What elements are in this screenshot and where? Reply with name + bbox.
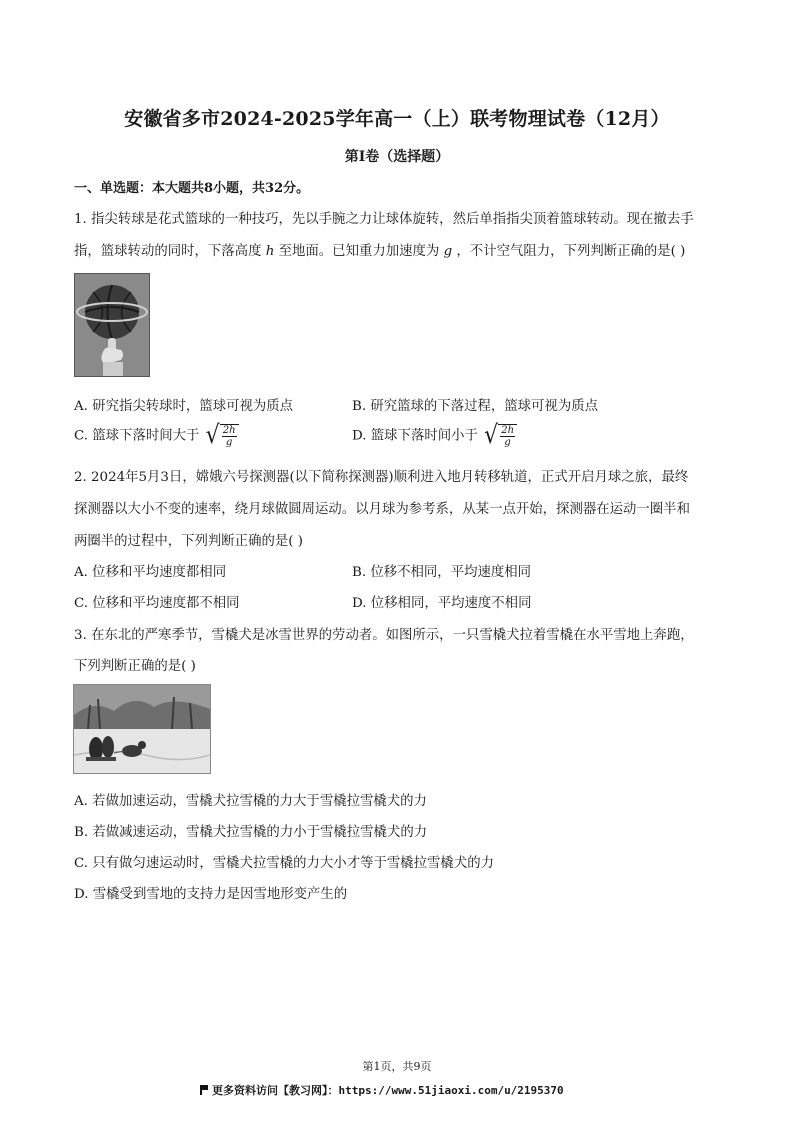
q1-option-c — [74, 421, 239, 450]
resource-banner-text[interactable]: 更多资料访问【教习网】：https://www.51jiaoxi.com/u/2195370 — [212, 1084, 564, 1097]
q1-line-2-post: ，不计空气阻力，下列判断正确的是( ) — [456, 244, 686, 259]
resource-banner[interactable] — [200, 1082, 564, 1098]
q1-line-1: 1. 指尖转球是花式篮球的一种技巧，先以手腕之力让球体旋转，然后单指指尖顶着篮球转动。现在撤去手 — [74, 212, 694, 227]
q1-line-2-pre: 指，篮球转动的同时，下落高度 — [74, 244, 262, 259]
q3-option-c: C. 只有做匀速运动时，雪橇犬拉雪橇的力大小才等于雪橇拉雪橇犬的力 — [74, 856, 494, 871]
q2-line-2: 探测器以大小不变的速率，绕月球做圆周运动。以月球为参考系，从某一点开始，探测器在运动一圈半和 — [74, 502, 690, 517]
basketball-spin-image — [74, 273, 150, 377]
q3-option-a: A. 若做加速运动，雪橇犬拉雪橇的力大于雪橇拉雪橇犬的力 — [74, 794, 427, 809]
q3-option-b: B. 若做减速运动，雪橇犬拉雪橇的力小于雪橇拉雪橇犬的力 — [74, 825, 428, 840]
q2-option-b: B. 位移不相同，平均速度相同 — [352, 565, 532, 580]
q3-line-1: 3. 在东北的严寒季节，雪橇犬是冰雪世界的劳动者。如图所示，一只雪橇犬拉着雪橇在水平雪地上奔跑， — [74, 628, 694, 643]
frac-numerator: 2h — [222, 425, 236, 436]
frac-denominator: g — [504, 437, 511, 448]
sqrt-sign-icon: √ — [484, 421, 499, 450]
q1-option-b: B. 研究篮球的下落过程，篮球可视为质点 — [352, 399, 598, 414]
q1-option-a: A. 研究指尖转球时，篮球可视为质点 — [74, 399, 294, 414]
page-title: 安徽省多市2024-2025学年高一（上）联考物理试卷（12月） — [124, 108, 670, 130]
q2-option-d: D. 位移相同，平均速度不相同 — [352, 596, 532, 611]
q3-option-d: D. 雪橇受到雪地的支持力是因雪地形变产生的 — [74, 887, 348, 902]
frac-numerator: 2h — [501, 425, 515, 436]
q2-option-a: A. 位移和平均速度都相同 — [74, 565, 227, 580]
frac-denominator: g — [225, 437, 233, 448]
section-heading: 一、单选题：本大题共8小题，共32分。 — [74, 181, 310, 196]
q1-option-c-text: C. 篮球下落时间大于 — [74, 428, 200, 444]
basketball-spin-illustration — [75, 274, 149, 376]
q2-line-1: 2. 2024年5月3日，嫦娥六号探测器(以下简称探测器)顺利进入地月转移轨道，正式开启月球之旅，最终 — [74, 470, 689, 485]
var-g: g — [443, 244, 453, 259]
var-h: h — [265, 244, 275, 259]
sqrt-2h-over-g — [205, 421, 239, 450]
flag-icon — [200, 1085, 208, 1095]
sqrt-sign-icon: √ — [205, 421, 220, 450]
sled-dog-illustration — [74, 685, 210, 773]
q1-option-d-text: D. 篮球下落时间小于 — [352, 428, 478, 444]
q1-line-2-mid: 至地面。已知重力加速度为 — [278, 244, 440, 259]
q1-option-d — [352, 421, 517, 450]
q1-line-2 — [74, 240, 685, 259]
q2-option-c: C. 位移和平均速度都不相同 — [74, 596, 240, 611]
q2-line-3: 两圈半的过程中，下列判断正确的是( ) — [74, 534, 303, 549]
page-number: 第1页，共9页 — [362, 1060, 432, 1073]
sqrt-2h-over-g — [484, 421, 517, 450]
sled-dog-image — [73, 684, 211, 774]
q3-line-2: 下列判断正确的是( ) — [74, 659, 196, 674]
volume-subtitle: 第Ⅰ卷（选择题） — [344, 149, 450, 165]
